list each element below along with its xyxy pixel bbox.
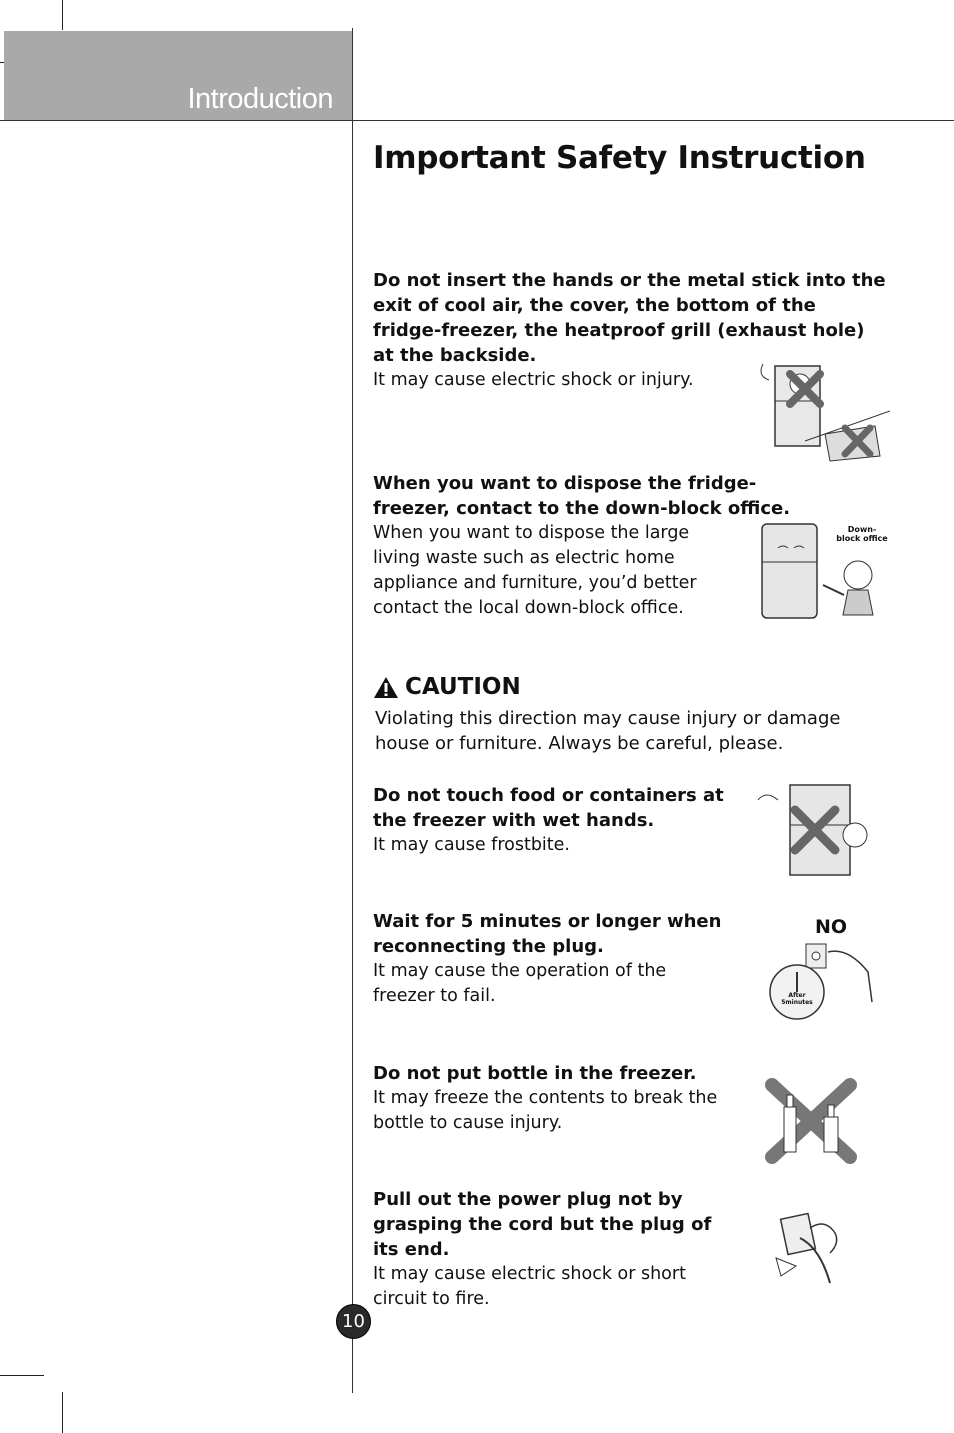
caution-item (373, 783, 733, 858)
wet-hands-warning-illustration (750, 780, 875, 880)
section-header (4, 31, 353, 120)
caution-item-text: It may cause the operation of the freezer to fail. (373, 961, 667, 1006)
down-block-office-label: Down-block office (836, 525, 888, 543)
section-title: Introduction (187, 83, 333, 115)
caution-item-heading: Do not put bottle in the freezer. (373, 1063, 697, 1084)
disposal-illustration (758, 520, 888, 622)
crop-mark (62, 1392, 63, 1433)
caution-item-text: It may cause frostbite. (373, 835, 570, 855)
caution-text: Violating this direction may cause injury or damage house or furniture. Always be careful, please. (375, 708, 841, 754)
safety-item-heading: When you want to dispose the fridge-freezer, contact to the down-block office. (373, 473, 791, 519)
caution-item-text: It may freeze the contents to break the bottle to cause injury. (373, 1088, 718, 1133)
caution-item-text: It may cause electric shock or short circuit to fire. (373, 1264, 686, 1309)
no-bottle-illustration (762, 1077, 862, 1165)
caution-item (373, 1187, 743, 1312)
safety-item-heading: Do not insert the hands or the metal stick into the exit of cool air, the cover, the bottom of the fridge-freezer, the heatproof grill (exhaust hole) at the backside. (373, 270, 886, 366)
crop-mark (62, 0, 63, 30)
caution-label: CAUTION (405, 674, 521, 700)
safety-item-text: It may cause electric shock or injury. (373, 370, 694, 390)
page-number: 10 (336, 1304, 371, 1339)
plug-wait-illustration (762, 912, 877, 1032)
header-rule (0, 120, 954, 121)
hand-insert-warning-illustration (745, 356, 890, 466)
safety-item-text: When you want to dispose the large living waste such as electric home appliance and furniture, you’d better contact the local down-block office. (373, 523, 697, 618)
caution-item (373, 1061, 733, 1136)
crop-mark (0, 1375, 44, 1376)
after-5-minutes-label: After 5minutes (781, 992, 813, 1006)
no-label: NO (815, 916, 848, 938)
caution-item (373, 909, 733, 1009)
pull-plug-illustration (770, 1198, 850, 1288)
page-title: Important Safety Instruction (373, 140, 866, 176)
column-divider (352, 28, 353, 1393)
caution-item-heading: Pull out the power plug not by grasping the cord but the plug of its end. (373, 1189, 712, 1260)
caution-heading (373, 674, 521, 700)
warning-triangle-icon (373, 676, 399, 699)
caution-item-heading: Do not touch food or containers at the freezer with wet hands. (373, 785, 724, 831)
caution-item-heading: Wait for 5 minutes or longer when reconnecting the plug. (373, 911, 722, 957)
